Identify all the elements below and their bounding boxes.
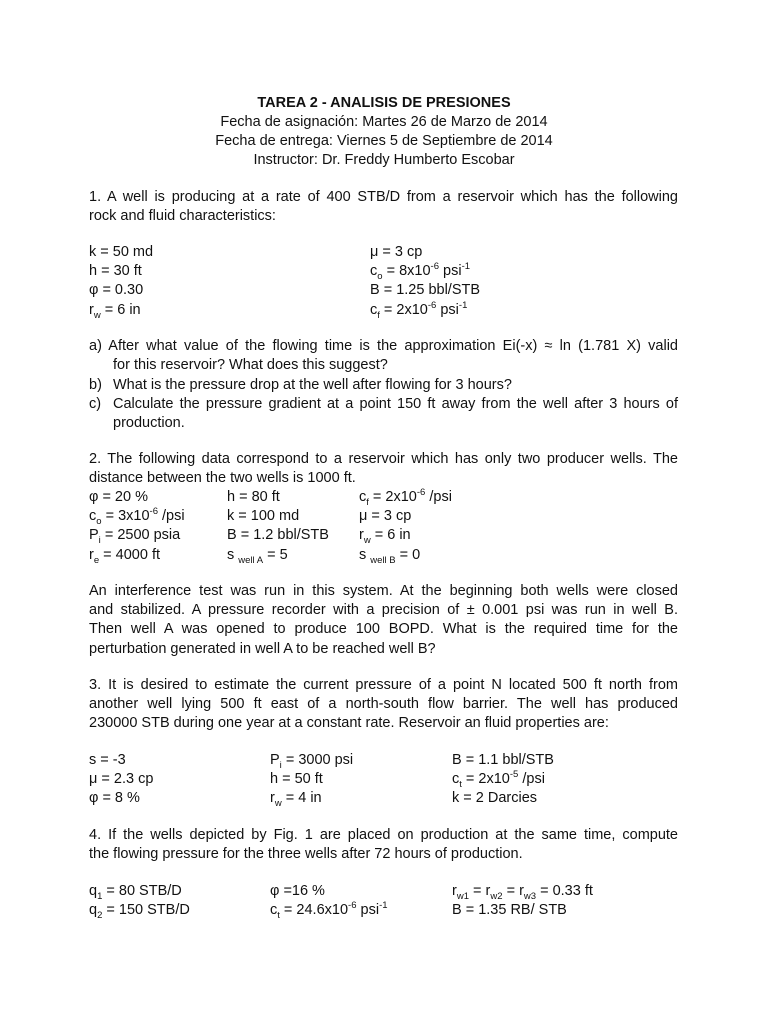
problem-1-question-c: c) Calculate the pressure gradient at a point 150 ft away from the well after 3 hours of production. [89,396,678,432]
var-ct: $c_t = 2x10^{-5}$ /psi [452,769,545,791]
document-title: TAREA 2 - ANALISIS DE PRESIONES [257,95,511,111]
variable-row [89,301,678,320]
var-mu: μ = 2.3 cp [89,771,154,788]
var-q1: $q_1 = 80$ STB/D [89,883,182,902]
problem-3-variables [89,751,678,809]
problem-3-intro: 3. It is desired to estimate the current pressure of a point N located 500 ft north from another well lying 500 ft east of a north-south flow barrier. The well has produced 230000 STB during one year at a constant rate. Reservoir an fluid properties are: [89,677,678,732]
var-k: k = 2 Darcies [452,790,538,807]
var-rw: $r_w = 4$ in [270,790,322,810]
problem-2-variables [89,488,678,565]
variable-row [89,789,678,808]
var-phi: φ = 20 % [89,489,148,505]
variable-row [89,751,678,770]
var-phi: φ =16 % [270,883,325,899]
var-B: B = 1.1 bbl/STB [452,752,554,768]
var-h: h = 80 ft [227,489,280,505]
instructor: Instructor: Dr. Freddy Humberto Escobar [253,152,515,168]
variable-row [89,526,678,545]
var-k: k = 100 md [227,508,300,525]
var-h: h = 50 ft [270,771,323,788]
var-ct: $c_t = 24.6x10^{-6}$ psi$^{-1}$ [270,900,388,922]
variable-row [89,901,678,920]
variable-row [89,546,678,565]
var-co: $c_o = 3x10^{-6}$ /psi [89,506,185,528]
problem-1-question-b: b) What is the pressure drop at the well after flowing for 3 hours? [89,377,512,393]
variable-row [89,243,678,262]
variable-row [89,262,678,281]
variable-row [89,507,678,526]
variable-row [89,770,678,789]
problem-1-variables [89,243,678,320]
var-mu: μ = 3 cp [370,244,423,260]
var-phi: φ = 8 % [89,790,140,807]
variable-row [89,281,678,300]
assignment-date: Fecha de asignación: Martes 26 de Marzo de 2014 [220,114,548,130]
var-s: s = -3 [89,752,126,768]
var-cf: $c_f = 2x10^{-6}$ psi$^{-1}$ [370,299,468,321]
var-pi: $P_i = 2500$ psia [89,527,181,547]
problem-2-intro: 2. The following data correspond to a reservoir which has only two producer wells. The distance between the two wells is 1000 ft. [89,451,678,487]
var-k: k = 50 md [89,244,154,260]
var-B: B = 1.25 bbl/STB [370,282,481,299]
var-re: $r_e = 4000$ ft [89,546,161,566]
var-co: $c_o = 8x10^{-6}$ psi$^{-1}$ [370,261,471,283]
problem-1-intro: 1. A well is producing at a rate of 400 STB/D from a reservoir which has the following rock and fluid characteristics: [89,189,678,225]
variable-row [89,882,678,901]
var-B: B = 1.35 RB/ STB [452,902,567,919]
var-s-well-b: s $_{well B}$ = 0 [359,546,421,566]
problem-2-body: An interference test was run in this system. At the beginning both wells were closed and stabilized. A pressure recorder with a precision of ± 0.001 psi was run in well B. Then well A was opened to produce 100 BOPD. What is the required time for the perturbation generated in well A to be reached well B? [89,583,678,657]
var-rw: $r_w = 6$ in [89,301,141,321]
var-q2: $q_2 = 150$ STB/D [89,902,190,922]
var-cf: $c_f = 2x10^{-6}$ /psi [359,487,452,508]
problem-4-intro: 4. If the wells depicted by Fig. 1 are placed on production at the same time, compute the flowing pressure for the three wells after 72 hours of production. [89,827,678,863]
var-mu: μ = 3 cp [359,508,412,525]
var-h: h = 30 ft [89,263,142,280]
var-phi: φ = 0.30 [89,282,144,299]
due-date: Fecha de entrega: Viernes 5 de Septiembre de 2014 [215,133,553,149]
var-rw: $r_w = 6$ in [359,527,411,547]
problem-4-variables [89,882,678,920]
var-B: B = 1.2 bbl/STB [227,527,329,544]
var-rw-all: $r_{w1} = r_{w2} = r_{w3} = 0.33$ ft [452,883,593,902]
problem-1-question-a: a) After what value of the flowing time is the approximation Ei(-x) ≈ ln (1.781 X) valid for this reservoir? What does this suggest? [89,338,678,374]
var-s-well-a: s $_{well A}$ = 5 [227,546,288,566]
var-pi: $P_i = 3000$ psi [270,752,354,771]
variable-row [89,488,678,507]
